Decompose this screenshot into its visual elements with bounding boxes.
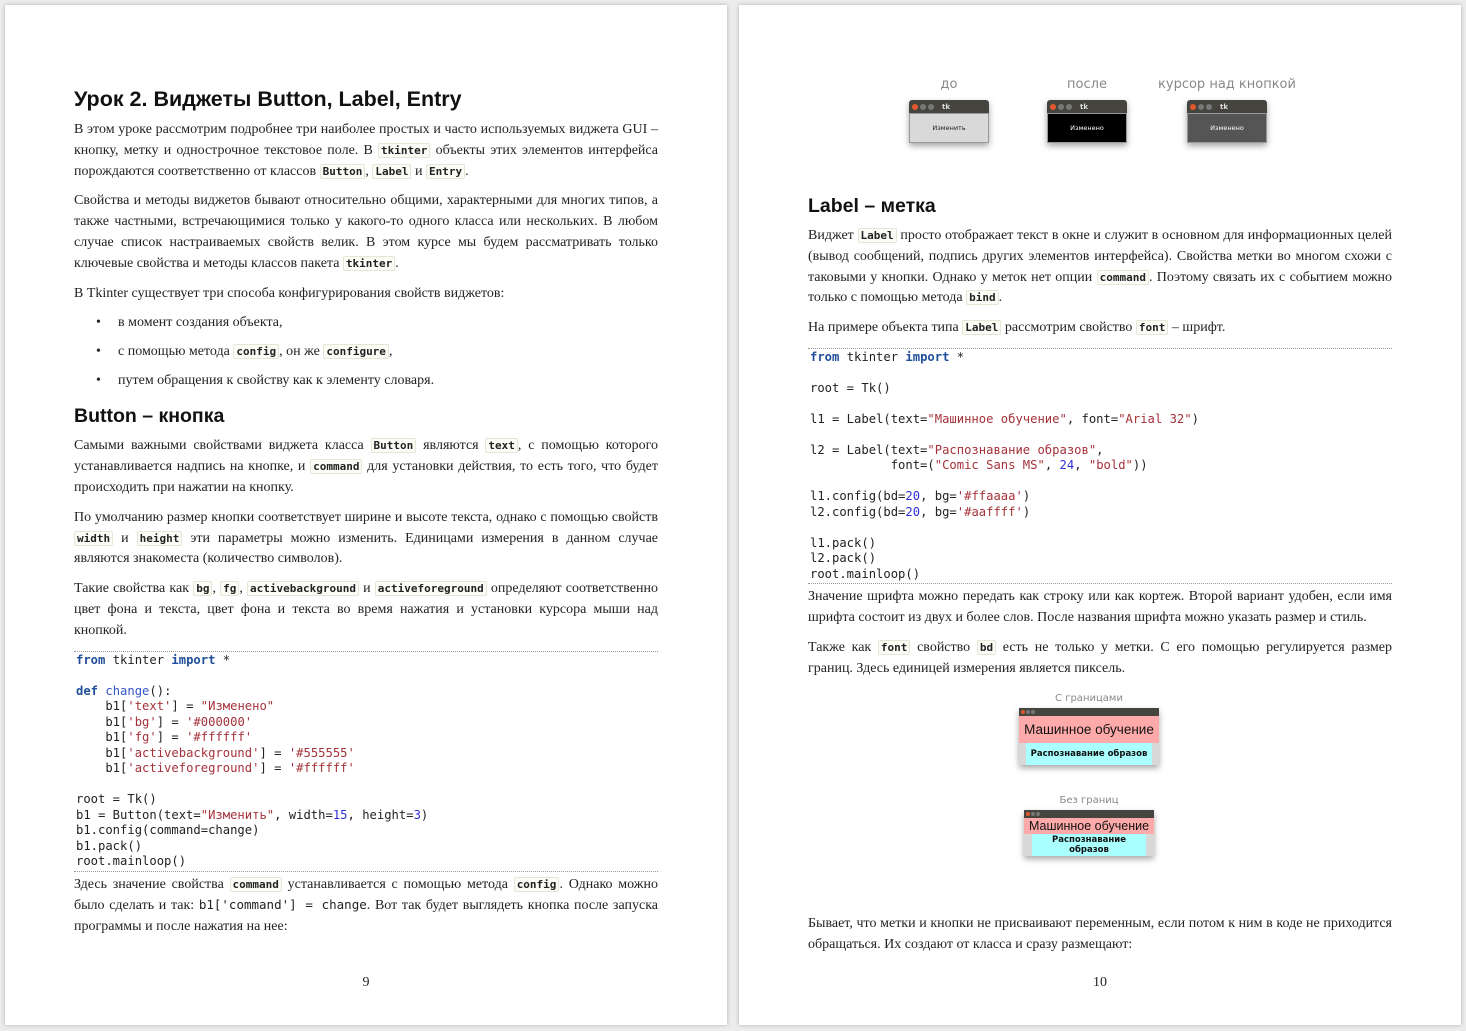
code-block xyxy=(808,348,1392,585)
tk-window xyxy=(1047,100,1127,143)
inline-code: command xyxy=(1097,270,1149,285)
screenshot-before xyxy=(904,77,994,143)
paragraph xyxy=(74,191,658,274)
code-token: import xyxy=(905,349,950,364)
tk-window xyxy=(909,100,989,143)
text-run: . Поэтому связать их с событием можно только с помощью метода xyxy=(808,269,1392,306)
text-run: устанавливается с помощью метода xyxy=(281,876,514,892)
code-line xyxy=(76,761,656,777)
inline-code: bind xyxy=(966,290,999,305)
paragraph xyxy=(74,508,658,570)
text-run: . xyxy=(465,163,469,179)
labels-without-border xyxy=(1009,795,1169,860)
code-token: , font= xyxy=(1066,411,1119,426)
code-line xyxy=(810,520,1390,536)
inline-code: config xyxy=(514,877,560,892)
text-run: , xyxy=(212,581,221,597)
page-right xyxy=(739,5,1461,1025)
text-run: объекты этих элементов интерфейса порождаются соответственно от классов xyxy=(74,142,658,179)
text-run: и xyxy=(411,163,426,179)
code-token: tkinter xyxy=(105,652,172,667)
inline-code: Label xyxy=(858,228,897,243)
paragraph xyxy=(74,120,658,182)
code-token: 20 xyxy=(905,504,921,519)
paragraph xyxy=(74,284,658,305)
text-run: в момент создания объекта, xyxy=(118,315,283,331)
code-token: l2.config(bd= xyxy=(810,504,906,519)
code-token: font=( xyxy=(810,458,935,473)
code-token: b1[ xyxy=(76,714,128,729)
caption: Без границ xyxy=(1059,795,1119,806)
code-token: 'bg' xyxy=(127,714,157,729)
maximize-icon xyxy=(1031,710,1035,714)
section-heading: Label – метка xyxy=(808,195,936,217)
inline-code: height xyxy=(137,531,183,546)
minimize-icon xyxy=(920,104,926,110)
code-token: * xyxy=(949,349,965,364)
code-token: l1.pack() xyxy=(810,535,877,550)
code-token: (): xyxy=(149,683,172,698)
inline-code: bg xyxy=(193,581,212,596)
page-left xyxy=(5,5,727,1025)
code-token: ] = xyxy=(156,714,187,729)
minimize-icon xyxy=(1198,104,1204,110)
page-content xyxy=(74,87,658,938)
inline-code: Label xyxy=(962,320,1001,335)
maximize-icon xyxy=(928,104,934,110)
code-token: '#000000' xyxy=(186,714,253,729)
text-run: Самыми важными свойствами виджета класса xyxy=(74,438,371,454)
button-screenshots xyxy=(909,77,1309,157)
text-run: и xyxy=(358,581,375,597)
code-token: , height= xyxy=(347,807,414,822)
paragraph xyxy=(808,638,1392,680)
code-token: l1 = Label(text= xyxy=(810,411,928,426)
window-title: tk xyxy=(942,102,951,111)
code-token: root.mainloop() xyxy=(810,566,921,581)
code-token: l2 = Label(text= xyxy=(810,442,928,457)
code-token: ] = xyxy=(259,745,289,760)
code-token: * xyxy=(215,652,231,667)
code-token: ) xyxy=(420,807,429,822)
code-token: root.mainloop() xyxy=(76,854,187,869)
change-button: Изменено xyxy=(1047,113,1127,143)
paragraph xyxy=(74,579,658,641)
page-content xyxy=(808,181,1392,689)
labels-with-border xyxy=(1009,693,1169,769)
code-line xyxy=(76,684,656,700)
text-run: . xyxy=(998,290,1003,306)
inline-code: fg xyxy=(220,581,239,596)
code-line xyxy=(76,839,656,855)
code-token: tkinter xyxy=(839,349,906,364)
inline-code: font xyxy=(878,640,911,655)
text-run: , xyxy=(388,344,393,360)
title-bar xyxy=(1019,708,1159,716)
code-line xyxy=(810,365,1390,381)
code-token: ) xyxy=(1022,504,1031,519)
code-token: , xyxy=(1044,458,1060,473)
page-content-footer xyxy=(808,914,1392,965)
code-token: b1 = Button(text= xyxy=(76,807,201,822)
code-token: 'activebackground' xyxy=(127,745,260,760)
code-line xyxy=(810,443,1390,459)
inline-code: font xyxy=(1136,320,1169,335)
paragraph xyxy=(808,318,1392,339)
text-run: В этом уроке рассмотрим подробнее три наиболее простых и часто используемых виджета GUI – кнопку, метку и однострочное текстовое поле. В xyxy=(74,122,658,158)
code-token: 20 xyxy=(905,489,921,504)
text-run: Свойства и методы виджетов бывают относительно общими, характерными для многих типов, а также частными, встречающимися только у какого-то одного класса или нескольких. В любом случае список настраиваемых свойств велик. В этом курсе мы будем рассматривать только ключевые свойства и методы классов пакета xyxy=(74,193,658,271)
label-ml: Машинное обучение xyxy=(1024,818,1154,834)
text-run: путем обращения к свойству как к элементу словаря. xyxy=(118,373,435,389)
window-title: tk xyxy=(1220,102,1229,111)
code-token: '#ffffff' xyxy=(288,761,355,776)
code-token: def xyxy=(76,683,99,698)
maximize-icon xyxy=(1206,104,1212,110)
paragraph xyxy=(74,436,658,498)
code-token: b1.pack() xyxy=(76,838,143,853)
close-icon xyxy=(1026,812,1030,816)
tk-window xyxy=(1187,100,1267,143)
code-line xyxy=(810,350,1390,366)
code-token: root = Tk() xyxy=(810,380,891,395)
label-ml: Машинное обучение xyxy=(1019,716,1159,743)
label-pattern: Распознавание образов xyxy=(1026,743,1152,765)
code-line xyxy=(810,427,1390,443)
code-token: b1[ xyxy=(76,730,128,745)
text-run: являются xyxy=(416,438,486,454)
text-run: Бывает, что метки и кнопки не присваивают переменным, если потом к ним в коде не приходится обращаться. Их создают от класса и сразу размещают: xyxy=(808,916,1392,952)
caption: после xyxy=(1067,77,1107,92)
close-icon xyxy=(1021,710,1025,714)
code-token: ) xyxy=(1191,411,1199,426)
code-line xyxy=(810,489,1390,505)
code-token: from xyxy=(810,349,840,364)
text-run: , xyxy=(365,163,373,179)
code-token: "Comic Sans MS" xyxy=(934,458,1045,473)
code-line xyxy=(76,699,656,715)
code-line xyxy=(810,396,1390,412)
text-run: , с помощью которого устанавливается надпись на кнопке, и xyxy=(74,438,658,475)
code-line xyxy=(76,854,656,870)
caption: курсор над кнопкой xyxy=(1158,77,1296,92)
code-token: ) xyxy=(1022,489,1031,504)
inline-code: Label xyxy=(372,164,411,179)
inline-code: Entry xyxy=(426,164,465,179)
inline-code: Button xyxy=(371,438,417,453)
text-run: , xyxy=(239,581,248,597)
caption: до xyxy=(940,77,958,92)
change-button: Изменить xyxy=(909,113,989,143)
code-line xyxy=(76,808,656,824)
inline-code: config xyxy=(233,344,279,359)
code-token: root = Tk() xyxy=(76,792,157,807)
code-token: , bg= xyxy=(920,489,957,504)
paragraph xyxy=(74,875,658,938)
code-line xyxy=(76,653,656,669)
text-run: свойство xyxy=(910,640,977,656)
code-token: "Распознавание образов" xyxy=(927,442,1097,457)
code-line xyxy=(810,458,1390,474)
close-icon xyxy=(912,104,918,110)
text-run: Виджет xyxy=(808,228,858,243)
code-line xyxy=(76,746,656,762)
paragraph xyxy=(808,914,1392,956)
tk-window xyxy=(1019,708,1159,765)
code-token: '#ffffff' xyxy=(186,730,253,745)
text-run: для установки действия, то есть того, что будет происходить при нажатии на кнопку. xyxy=(74,459,659,495)
code-line xyxy=(76,777,656,793)
maximize-icon xyxy=(1036,812,1040,816)
code-line xyxy=(810,536,1390,552)
code-line xyxy=(76,823,656,839)
text-run: . Однако можно было сделать и так: xyxy=(74,876,658,914)
code-token: ] = xyxy=(259,761,289,776)
inline-code: Button xyxy=(320,164,366,179)
code-token: ] = xyxy=(156,730,187,745)
inline-code: command xyxy=(230,877,282,892)
code-token: '#555555' xyxy=(288,745,355,760)
text-run: рассмотрим свойство xyxy=(1001,320,1136,336)
code-token: "Изменено" xyxy=(200,699,275,714)
code-line xyxy=(810,474,1390,490)
caption: С границами xyxy=(1055,693,1123,704)
title-bar xyxy=(1024,810,1154,818)
text-run: эти параметры можно изменить. Единицами измерения в данном случае являются знакоместа (количество символов). xyxy=(74,530,658,567)
label-pattern: Распознавание образов xyxy=(1032,834,1146,856)
text-run: – шрифт. xyxy=(1168,320,1226,336)
inline-code: b1['command'] = change xyxy=(198,897,367,913)
close-icon xyxy=(1190,104,1196,110)
code-line xyxy=(810,567,1390,583)
change-button: Изменено xyxy=(1187,113,1267,143)
minimize-icon xyxy=(1026,710,1030,714)
paragraph xyxy=(808,587,1392,629)
section-heading: Button – кнопка xyxy=(74,405,225,428)
code-line xyxy=(810,505,1390,521)
code-token: b1.config(command=change) xyxy=(76,823,260,838)
inline-code: tkinter xyxy=(378,143,430,158)
code-token: 15 xyxy=(332,807,348,822)
title-bar xyxy=(1187,100,1267,113)
text-run: . xyxy=(395,255,399,271)
text-run: В Tkinter существует три способа конфигурирования свойств виджетов: xyxy=(74,285,505,301)
text-run: и xyxy=(113,530,137,546)
text-run: По умолчанию размер кнопки соответствует ширине и высоте текста, однако с помощью свойств xyxy=(74,509,658,525)
text-run: Значение шрифта можно передать как строку или как кортеж. Второй вариант удобен, если имя шрифта состоит из двух и более слов. После названия шрифта можно указать размер и стиль. xyxy=(808,589,1392,626)
code-block xyxy=(74,651,658,872)
code-token: , width= xyxy=(274,807,333,822)
code-token: change xyxy=(105,683,150,698)
text-run: просто отображает текст в окне и служит в основном для информационных целей (вывод сообщений, подпись других элементов интерфейса). Свойства метки во многом схожи с таковыми у кнопки. Однако у меток нет опции xyxy=(808,228,1393,285)
code-token: l2.pack() xyxy=(810,551,877,566)
inline-code: activeforeground xyxy=(375,581,487,596)
code-token: "bold" xyxy=(1088,458,1133,473)
minimize-icon xyxy=(1058,104,1064,110)
inline-code: bd xyxy=(977,640,996,655)
code-token: 'text' xyxy=(127,699,172,714)
code-line xyxy=(76,668,656,684)
code-token: 'activeforeground' xyxy=(127,761,260,776)
code-token: ] = xyxy=(171,699,201,714)
code-token: "Изменить" xyxy=(200,807,275,822)
screenshot-after xyxy=(1042,77,1132,143)
code-token: , xyxy=(1074,458,1089,473)
text-run: Здесь значение свойства xyxy=(74,876,230,892)
screenshot-hover xyxy=(1147,77,1307,143)
minimize-icon xyxy=(1031,812,1035,816)
list-item xyxy=(74,342,658,362)
code-token: b1[ xyxy=(76,745,128,760)
inline-code: width xyxy=(74,531,113,546)
close-icon xyxy=(1050,104,1056,110)
code-line xyxy=(76,792,656,808)
paragraph xyxy=(808,226,1392,309)
code-line xyxy=(810,412,1390,428)
code-token: , bg= xyxy=(920,504,957,519)
code-token: l1.config(bd= xyxy=(810,489,906,504)
code-line xyxy=(76,715,656,731)
code-token: '#ffaaaa' xyxy=(956,489,1023,504)
text-run: , он же xyxy=(279,344,324,360)
text-run: определяют соответственно цвет фона и текста, цвет фона и текста во время нажатия и установки курсора мыши над кнопкой. xyxy=(74,581,658,638)
text-run: с помощью метода xyxy=(118,344,234,360)
list-item xyxy=(74,371,658,391)
inline-code: text xyxy=(485,438,518,453)
code-token: 'fg' xyxy=(127,730,157,745)
code-token: "Arial 32" xyxy=(1118,411,1192,426)
window-title: tk xyxy=(1080,102,1089,111)
page-number: 9 xyxy=(362,975,370,990)
code-token: 24 xyxy=(1059,458,1075,473)
code-token: "Машинное обучение" xyxy=(927,411,1067,426)
code-token: 3 xyxy=(413,807,421,822)
text-run: . Вот так будет выглядеть кнопка после запуска программы и после нажатия на нее: xyxy=(74,898,659,935)
inline-code: command xyxy=(310,459,362,474)
text-run: есть не только у метки. С его помощью регулируется размер границ. Здесь единицей измерения является пиксель. xyxy=(808,640,1392,676)
text-run: На примере объекта типа xyxy=(808,320,963,336)
code-token: b1[ xyxy=(76,699,128,714)
code-token: from xyxy=(76,652,106,667)
code-token: '#aaffff' xyxy=(956,504,1023,519)
code-line xyxy=(810,381,1390,397)
text-run: Такие свойства как xyxy=(74,581,194,597)
chapter-title: Урок 2. Виджеты Button, Label, Entry xyxy=(74,87,462,111)
code-line xyxy=(810,551,1390,567)
code-line xyxy=(76,730,656,746)
title-bar xyxy=(909,100,989,113)
text-run: Также как xyxy=(808,640,878,656)
inline-code: activebackground xyxy=(247,581,359,596)
tk-window xyxy=(1024,810,1154,856)
inline-code: tkinter xyxy=(343,256,395,271)
code-token: , xyxy=(1096,442,1104,457)
inline-code: configure xyxy=(323,344,389,359)
maximize-icon xyxy=(1066,104,1072,110)
page-number: 10 xyxy=(1093,975,1107,990)
title-bar xyxy=(1047,100,1127,113)
code-token: b1[ xyxy=(76,761,128,776)
list-item xyxy=(74,313,658,333)
code-token: )) xyxy=(1132,458,1148,473)
code-token: import xyxy=(171,652,216,667)
